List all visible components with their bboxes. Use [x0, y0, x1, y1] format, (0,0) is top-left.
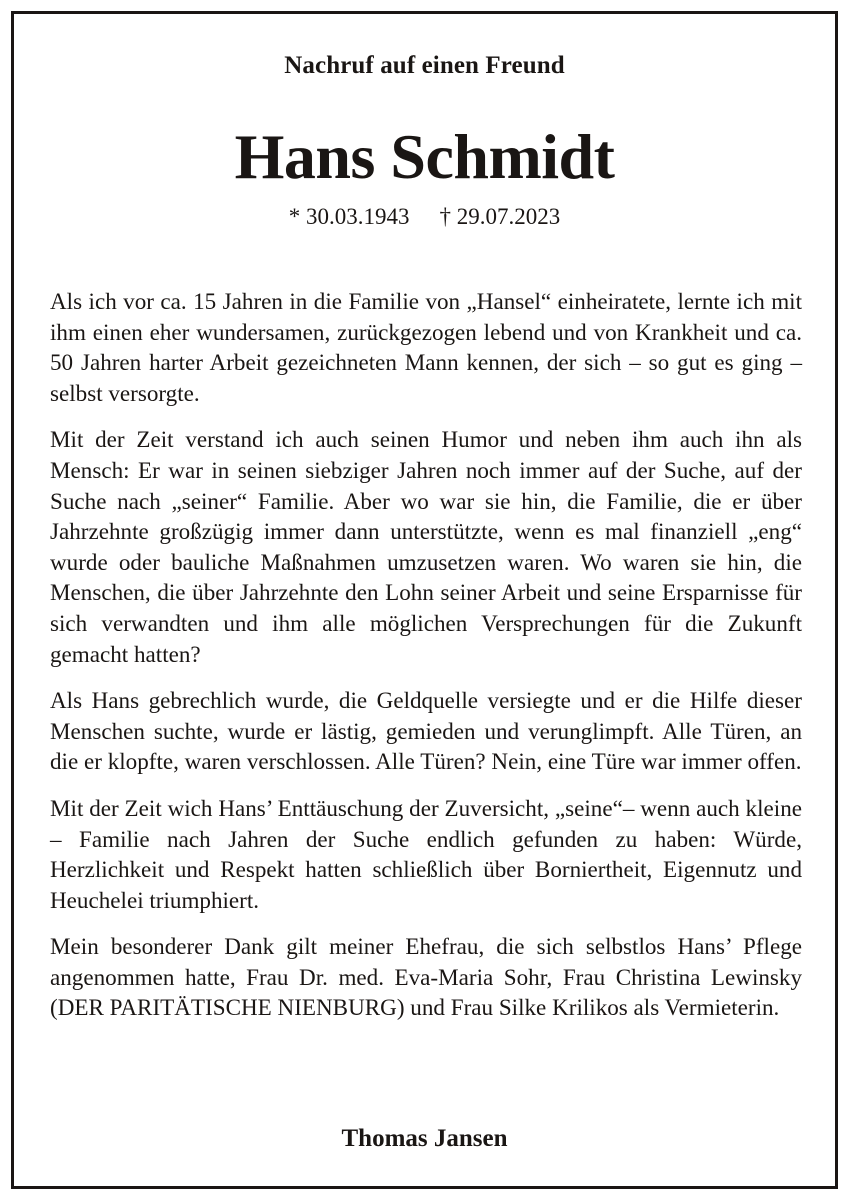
paragraph: Mein besonderer Dank gilt meiner Ehefrau, die sich selbstlos Hans’ Pflege angenommen hatte, Frau Dr. med. Eva-Maria Sohr, Frau Christina Lewinsky (DER PARITÄTISCHE NIENBURG) und Frau Silke Krilikos als Vermieterin. — [50, 933, 802, 1021]
birth-date: * 30.03.1943 — [288, 204, 410, 229]
life-dates — [14, 204, 835, 230]
paragraph: Mit der Zeit verstand ich auch seinen Humor und neben ihm auch ihn als Mensch: Er war in seinen siebziger Jahren noch immer auf der Suche, auf der Suche nach „seiner“ Familie. Aber wo war sie hin, die Familie, die er über Jahrzehnte großzügig immer dann unterstützte, wenn es mal finanziell „eng“ wurde oder bauliche Maßnahmen umzusetzen waren. Wo waren sie hin, die Menschen, die über Jahrzehnte den Lohn seiner Arbeit und seine Ersparnisse für sich verwandten und ihm alle möglichen Versprechungen für die Zukunft gemacht hatten? — [50, 426, 802, 667]
obituary-body — [50, 286, 802, 1039]
signature: Thomas Jansen — [341, 1125, 508, 1152]
deceased-name: Hans Schmidt — [234, 121, 615, 192]
obituary-heading: Nachruf auf einen Freund — [284, 52, 565, 79]
paragraph: Als ich vor ca. 15 Jahren in die Familie von „Hansel“ einheiratete, lernte ich mit ihm einen eher wundersamen, zurückgezogen lebend und von Krankheit und ca. 50 Jahren harter Arbeit gezeichneten Mann kennen, der sich – so gut es ging – selbst versorgte. — [50, 288, 802, 406]
paragraph: Mit der Zeit wich Hans’ Enttäuschung der Zuversicht, „seine“– wenn auch kleine – Familie nach Jahren der Suche endlich gefunden zu haben: Würde, Herzlichkeit und Respekt hatten schließlich über Borniertheit, Eigennutz und Heuchelei triumphiert. — [50, 794, 802, 913]
death-date: † 29.07.2023 — [439, 204, 561, 229]
obituary-frame — [11, 11, 838, 1189]
paragraph: Als Hans gebrechlich wurde, die Geldquelle versiegte und er die Hilfe dieser Menschen suchte, wurde er lästig, gemieden und verunglimpft. Alle Türen, an die er klopfte, waren verschlossen. Alle Türen? Nein, eine Türe war immer offen. — [50, 687, 802, 775]
